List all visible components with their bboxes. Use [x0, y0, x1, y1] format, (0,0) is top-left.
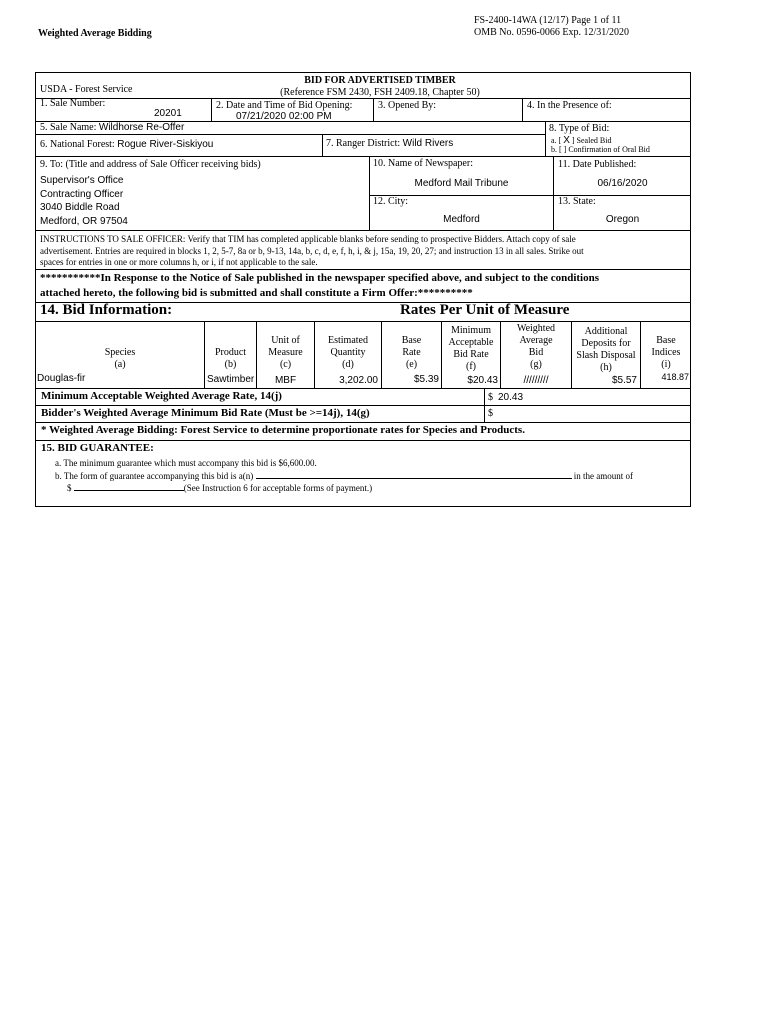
guarantee-form-input[interactable] — [256, 469, 572, 479]
bid-info-heading: 14. Bid Information: — [40, 302, 173, 318]
form-title: BID FOR ADVERTISED TIMBER — [304, 75, 456, 86]
min-rate-header: Minimum Acceptable Bid Rate (f) — [448, 325, 494, 372]
ranger-district: Wild Rivers — [402, 138, 454, 149]
city: Medford — [443, 214, 480, 225]
national-forest-label: 6. National Forest: — [40, 139, 115, 150]
sale-number: 20201 — [154, 108, 182, 119]
unit-cell: MBF — [274, 375, 297, 386]
min-weighted-rate-value: 20.43 — [498, 392, 524, 403]
indices-cell: 418.87 — [661, 372, 689, 382]
ranger-district-field — [326, 138, 453, 149]
table-row — [35, 372, 691, 388]
firm-offer-statement: ***********In Response to the Notice of Sale published in the newspaper specified above, and subject to the conditions attached hereto, the following bid is submitted and shall constitute a Firm Offer:********** — [40, 272, 600, 299]
bid-type-label: 8. Type of Bid: — [549, 123, 610, 134]
sale-name: Wildhorse Re-Offer — [98, 122, 185, 133]
guarantee-amount-input[interactable] — [74, 481, 184, 491]
rates-heading: Rates Per Unit of Measure — [400, 302, 570, 318]
slash-deposit-cell: $5.57 — [611, 375, 637, 386]
sale-officer-instructions: INSTRUCTIONS TO SALE OFFICER: Verify that TIM has completed applicable blanks before sending to prospective Bidders. Attach copy of sale advertisement. Entries are required in blocks 1, 2, 5-7, 8a or b, 9-13, 14a, b, c, d, e, f, h, i, & j, 15a, 19, 20, 27; and instruction 13 in all sales. Strike out spaces for entries in one or more columns h, or i, if not applicable to the sale. — [40, 234, 584, 267]
state: Oregon — [605, 214, 640, 225]
national-forest: Rogue River-Siskiyou — [117, 139, 214, 150]
bidder-rate-input[interactable]: $ — [488, 408, 493, 419]
guarantee-amount-line: $ (See Instruction 6 for acceptable forms of payment.) — [67, 483, 373, 493]
sale-name-field — [40, 122, 184, 133]
date-published: 06/16/2020 — [597, 178, 648, 189]
quantity-cell: 3,202.00 — [339, 375, 378, 386]
base-rate-cell: $5.39 — [413, 374, 439, 385]
indices-header: Base Indices (i) — [651, 335, 681, 370]
min-weighted-rate-label: Minimum Acceptable Weighted Average Rate, 14(j) — [41, 390, 282, 402]
state-label: 13. State: — [558, 196, 596, 207]
bid-guarantee-heading: 15. BID GUARANTEE: — [41, 442, 154, 454]
species-header: Species (a) — [104, 347, 136, 370]
to-label: 9. To: (Title and address of Sale Officer receiving bids) — [40, 159, 261, 170]
min-rate-cell: $20.43 — [467, 375, 498, 386]
presence-label: 4. In the Presence of: — [527, 100, 612, 111]
sealed-bid-checkbox[interactable]: X — [563, 135, 570, 146]
date-published-label: 11. Date Published: — [558, 159, 637, 170]
species-cell: Douglas-fir — [37, 373, 86, 384]
form-reference: (Reference FSM 2430, FSH 2409.18, Chapter 50) — [280, 87, 480, 98]
weighted-bidding-note: * Weighted Average Bidding: Forest Service to determine proportionate rates for Species and Products. — [41, 424, 525, 436]
weighted-bid-header: Weighted Average Bid (g) — [516, 323, 556, 370]
sale-officer-address: Supervisor's Office Contracting Officer 3040 Biddle Road Medford, OR 97504 — [40, 175, 128, 227]
sale-number-label: 1. Sale Number: — [40, 98, 106, 109]
newspaper-label: 10. Name of Newspaper: — [373, 158, 473, 169]
ranger-district-label: 7. Ranger District: — [326, 138, 401, 149]
base-rate-header: Base Rate (e) — [401, 335, 422, 370]
opened-by-label: 3. Opened By: — [378, 100, 437, 111]
document-title: Weighted Average Bidding — [38, 28, 152, 39]
product-header: Product (b) — [214, 347, 247, 370]
bid-datetime: 07/21/2020 02:00 PM — [236, 111, 332, 122]
form-id: FS-2400-14WA (12/17) Page 1 of 11 — [474, 15, 622, 26]
national-forest-field — [40, 139, 213, 150]
weighted-bid-cell[interactable]: ///////// — [523, 375, 549, 386]
bid-datetime-label: 2. Date and Time of Bid Opening: — [216, 100, 353, 111]
guarantee-form-line: b. The form of guarantee accompanying this bid is a(n) in the amount of — [55, 471, 634, 481]
bid-type-sealed: a. [ X ] Sealed Bid — [551, 135, 612, 146]
min-weighted-rate-field: $ 20.43 — [488, 392, 524, 403]
slash-deposit-header: Additional Deposits for Slash Disposal (h) — [576, 326, 636, 373]
unit-header: Unit of Measure (c) — [268, 335, 303, 370]
quantity-header: Estimated Quantity (d) — [328, 335, 368, 370]
product-cell: Sawtimber — [207, 374, 255, 385]
newspaper-name: Medford Mail Tribune — [414, 178, 509, 189]
bidder-rate-label: Bidder's Weighted Average Minimum Bid Rate (Must be >=14j), 14(g) — [41, 407, 370, 419]
agency-name: USDA - Forest Service — [40, 84, 133, 95]
city-label: 12. City: — [373, 196, 409, 207]
sale-name-label: 5. Sale Name: — [40, 122, 97, 133]
bid-type-oral: b. [ ] Confirmation of Oral Bid — [551, 145, 650, 154]
guarantee-minimum: a. The minimum guarantee which must accompany this bid is $6,600.00. — [55, 458, 317, 468]
omb-number: OMB No. 0596-0066 Exp. 12/31/2020 — [474, 27, 629, 38]
